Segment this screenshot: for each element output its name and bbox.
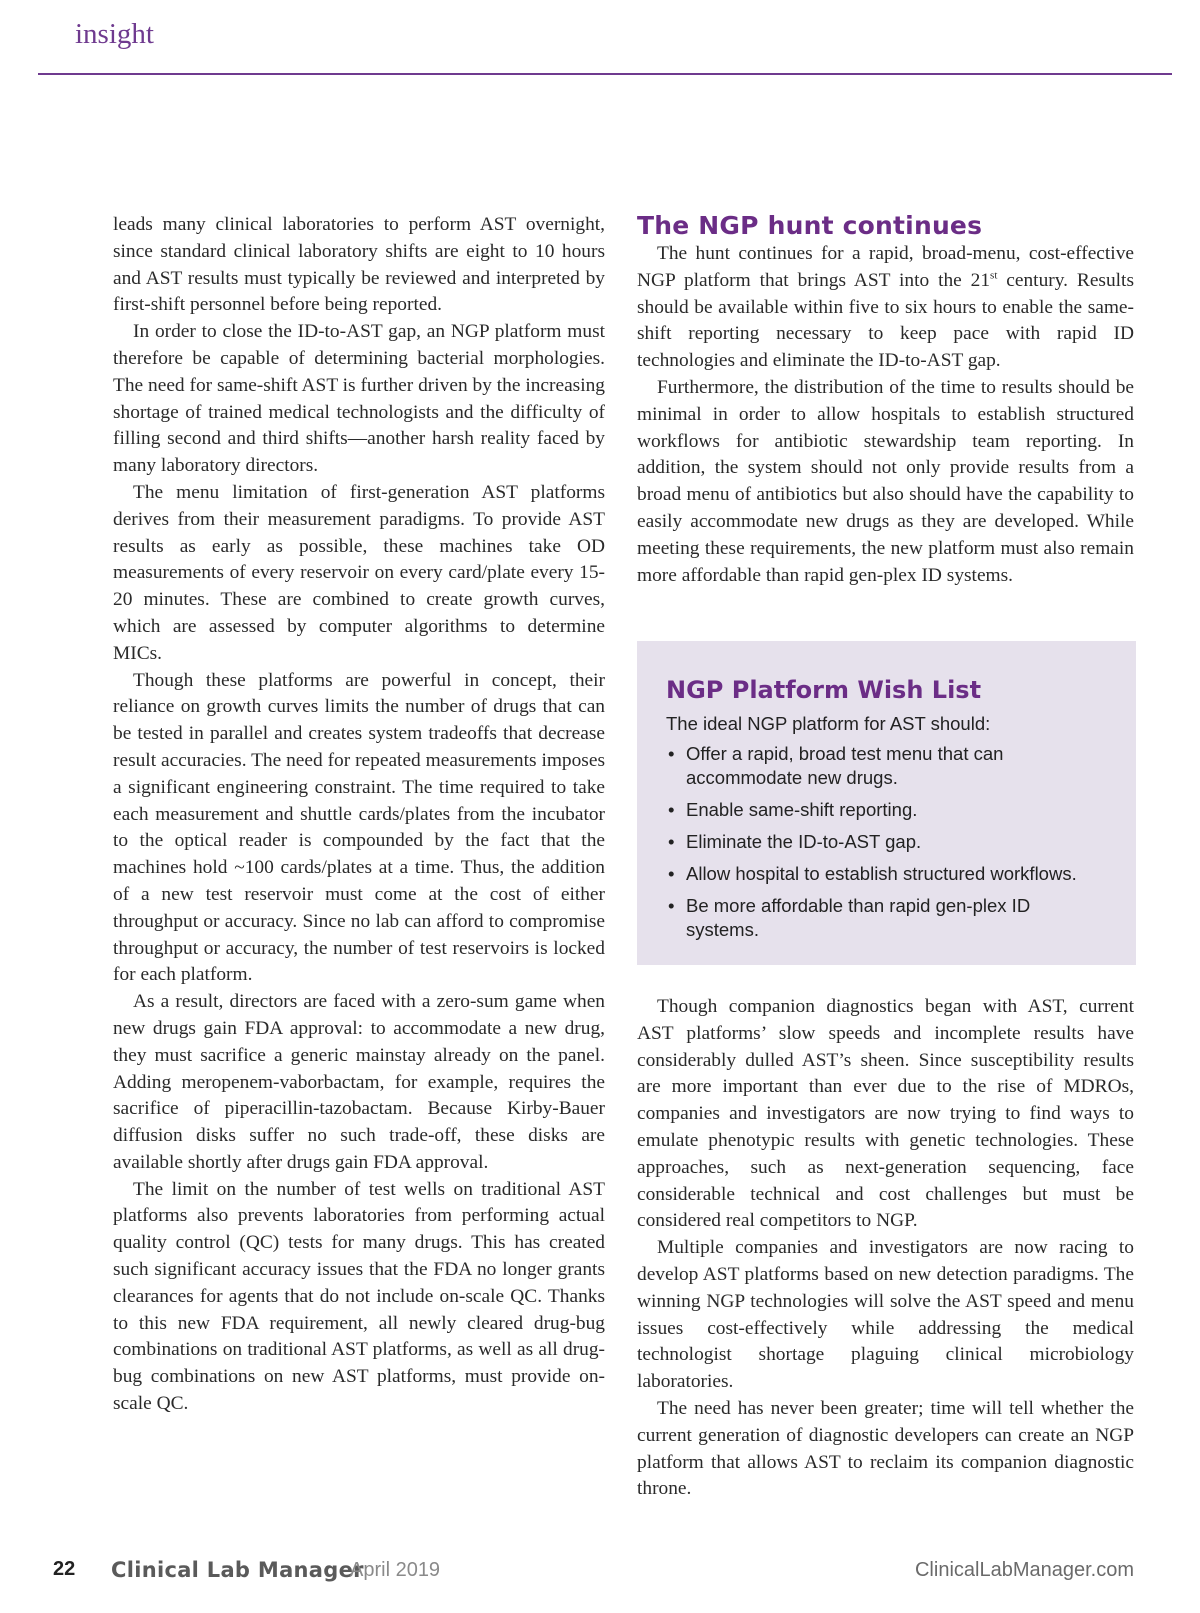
body-paragraph: The limit on the number of test wells on traditional AST platforms also prevents laboratories from performing actual quality control (QC) tests for many drugs. This has created such significant accuracy issues that the FDA no longer grants clearances for agents that do not include on-scale QC. Thanks to this new FDA requirement, all newly cleared drug-bug combinations on traditional AST platforms, as well as all drug-bug combinations on new AST platforms, must provide on-scale QC. <box>113 1178 605 1415</box>
wish-list <box>666 742 1108 942</box>
wish-list-intro: The ideal NGP platform for AST should: <box>666 713 991 734</box>
body-paragraph: As a result, directors are faced with a zero-sum game when new drugs gain FDA approval: to accommodate a new drug, they must sacrifice a generic mainstay already on the panel. Adding meropenem-vaborbactam, for example, requires the sacrifice of piperacillin-tazobactam. Because Kirby-Bauer diffusion disks suffer no such trade-off, these disks are available shortly after drugs gain FDA approval. <box>113 991 605 1173</box>
body-paragraph: leads many clinical laboratories to perform AST overnight, since standard clinical laboratory shifts are eight to 10 hours and AST results must typically be reviewed and interpreted by first-shift personnel before being reported. <box>113 214 605 316</box>
list-item-text: Offer a rapid, broad test menu that can accommodate new drugs. <box>686 743 1004 788</box>
body-paragraph <box>637 241 1134 375</box>
page-footer <box>0 1558 1200 1588</box>
bullet-icon: • <box>668 863 675 884</box>
body-paragraph: Though these platforms are powerful in concept, their reliance on growth curves limits the number of drugs that can be tested in parallel and creates system tradeoffs that decrease result accuracies. The need for repeated measurements imposes a significant engineering constraint. The time required to take each measurement and shuttle cards/plates from the incubator to the optical reader is compounded by the fact that the machines hold ~100 cards/plates at a time. Thus, the addition of a new test reservoir must come at the cost of either throughput or accuracy. Since no lab can afford to compromise throughput or accuracy, the number of test reservoirs is locked for each platform. <box>113 669 605 986</box>
header-rule <box>38 73 1172 75</box>
page-number: 22 <box>53 1558 76 1580</box>
body-paragraph: The need has never been greater; time will tell whether the current generation of diagnostic developers can create an NGP platform that allows AST to reclaim its companion diagnostic throne. <box>637 1397 1134 1500</box>
bullet-icon: • <box>668 743 675 764</box>
list-item-text: Enable same-shift reporting. <box>686 799 918 820</box>
website-link[interactable]: ClinicalLabManager.com <box>914 1559 1134 1581</box>
list-item <box>666 742 1108 790</box>
wish-list-title: NGP Platform Wish List <box>666 676 982 704</box>
body-paragraph: Though companion diagnostics began with AST, current AST platforms’ slow speeds and incomplete results have considerably dulled AST’s sheen. Since susceptibility results are more important than ever due to the rise of MDROs, companies and investigators are now trying to find ways to emulate phenotypic results with genetic technologies. These approaches, such as next-generation sequencing, face considerable technical and cost challenges but must be considered real competitors to NGP. <box>637 996 1134 1232</box>
body-paragraph: The menu limitation of first-generation AST platforms derives from their measurement paradigms. To provide AST results as early as possible, these machines take OD measurements of every reservoir on every card/plate every 15-20 minutes. These are combined to create growth curves, which are assessed by computer algorithms to determine MICs. <box>113 481 605 664</box>
body-paragraph: Furthermore, the distribution of the time to results should be minimal in order to allow hospitals to establish structured workflows for antibiotic stewardship team reporting. In addition, the system should not only provide results from a broad menu of antibiotics but also should have the capability to easily accommodate new drugs as they are developed. While meeting these requirements, the new platform must also remain more affordable than rapid gen-plex ID systems. <box>637 376 1134 586</box>
list-item-text: Eliminate the ID-to-AST gap. <box>686 831 922 852</box>
body-paragraph: Multiple companies and investigators are now racing to develop AST platforms based on new detection paradigms. The winning NGP technologies will solve the AST speed and menu issues cost-effectively while addressing the medical technologist shortage plaguing clinical microbiology laboratories. <box>637 1237 1134 1393</box>
bullet-icon: • <box>668 895 675 916</box>
list-item <box>666 830 1108 854</box>
list-item <box>666 894 1108 942</box>
bullet-icon: • <box>668 831 675 852</box>
right-column-bottom <box>637 994 1134 1503</box>
paragraph-text: century. Results should be available within five to six hours to enable the same-shift reporting necessary to keep pace with rapid ID technologies and eliminate the ID-to-AST gap. <box>637 269 1134 372</box>
list-item-text: Be more affordable than rapid gen-plex ID systems. <box>686 895 1031 940</box>
section-heading: The NGP hunt continues <box>637 211 983 240</box>
right-column-top <box>637 212 1134 589</box>
list-item <box>666 798 1108 822</box>
magazine-name: Clinical Lab Manager <box>111 1558 364 1582</box>
section-tag: insight <box>75 18 154 50</box>
body-paragraph: In order to close the ID-to-AST gap, an NGP platform must therefore be capable of determining bacterial morphologies. The need for same-shift AST is further driven by the increasing shortage of trained medical technologists and the difficulty of filling second and third shifts—another harsh reality faced by many laboratory directors. <box>113 321 605 477</box>
list-item <box>666 862 1108 886</box>
wish-list-box <box>637 641 1136 965</box>
bullet-icon: • <box>668 799 675 820</box>
issue-date: April 2019 <box>350 1559 441 1581</box>
list-item-text: Allow hospital to establish structured workflows. <box>686 863 1077 884</box>
superscript: st <box>990 269 998 282</box>
left-column <box>113 212 605 1418</box>
paragraph-text: The hunt continues for a rapid, broad-menu, cost-effective NGP platform that brings AST into the 21 <box>637 243 1134 291</box>
